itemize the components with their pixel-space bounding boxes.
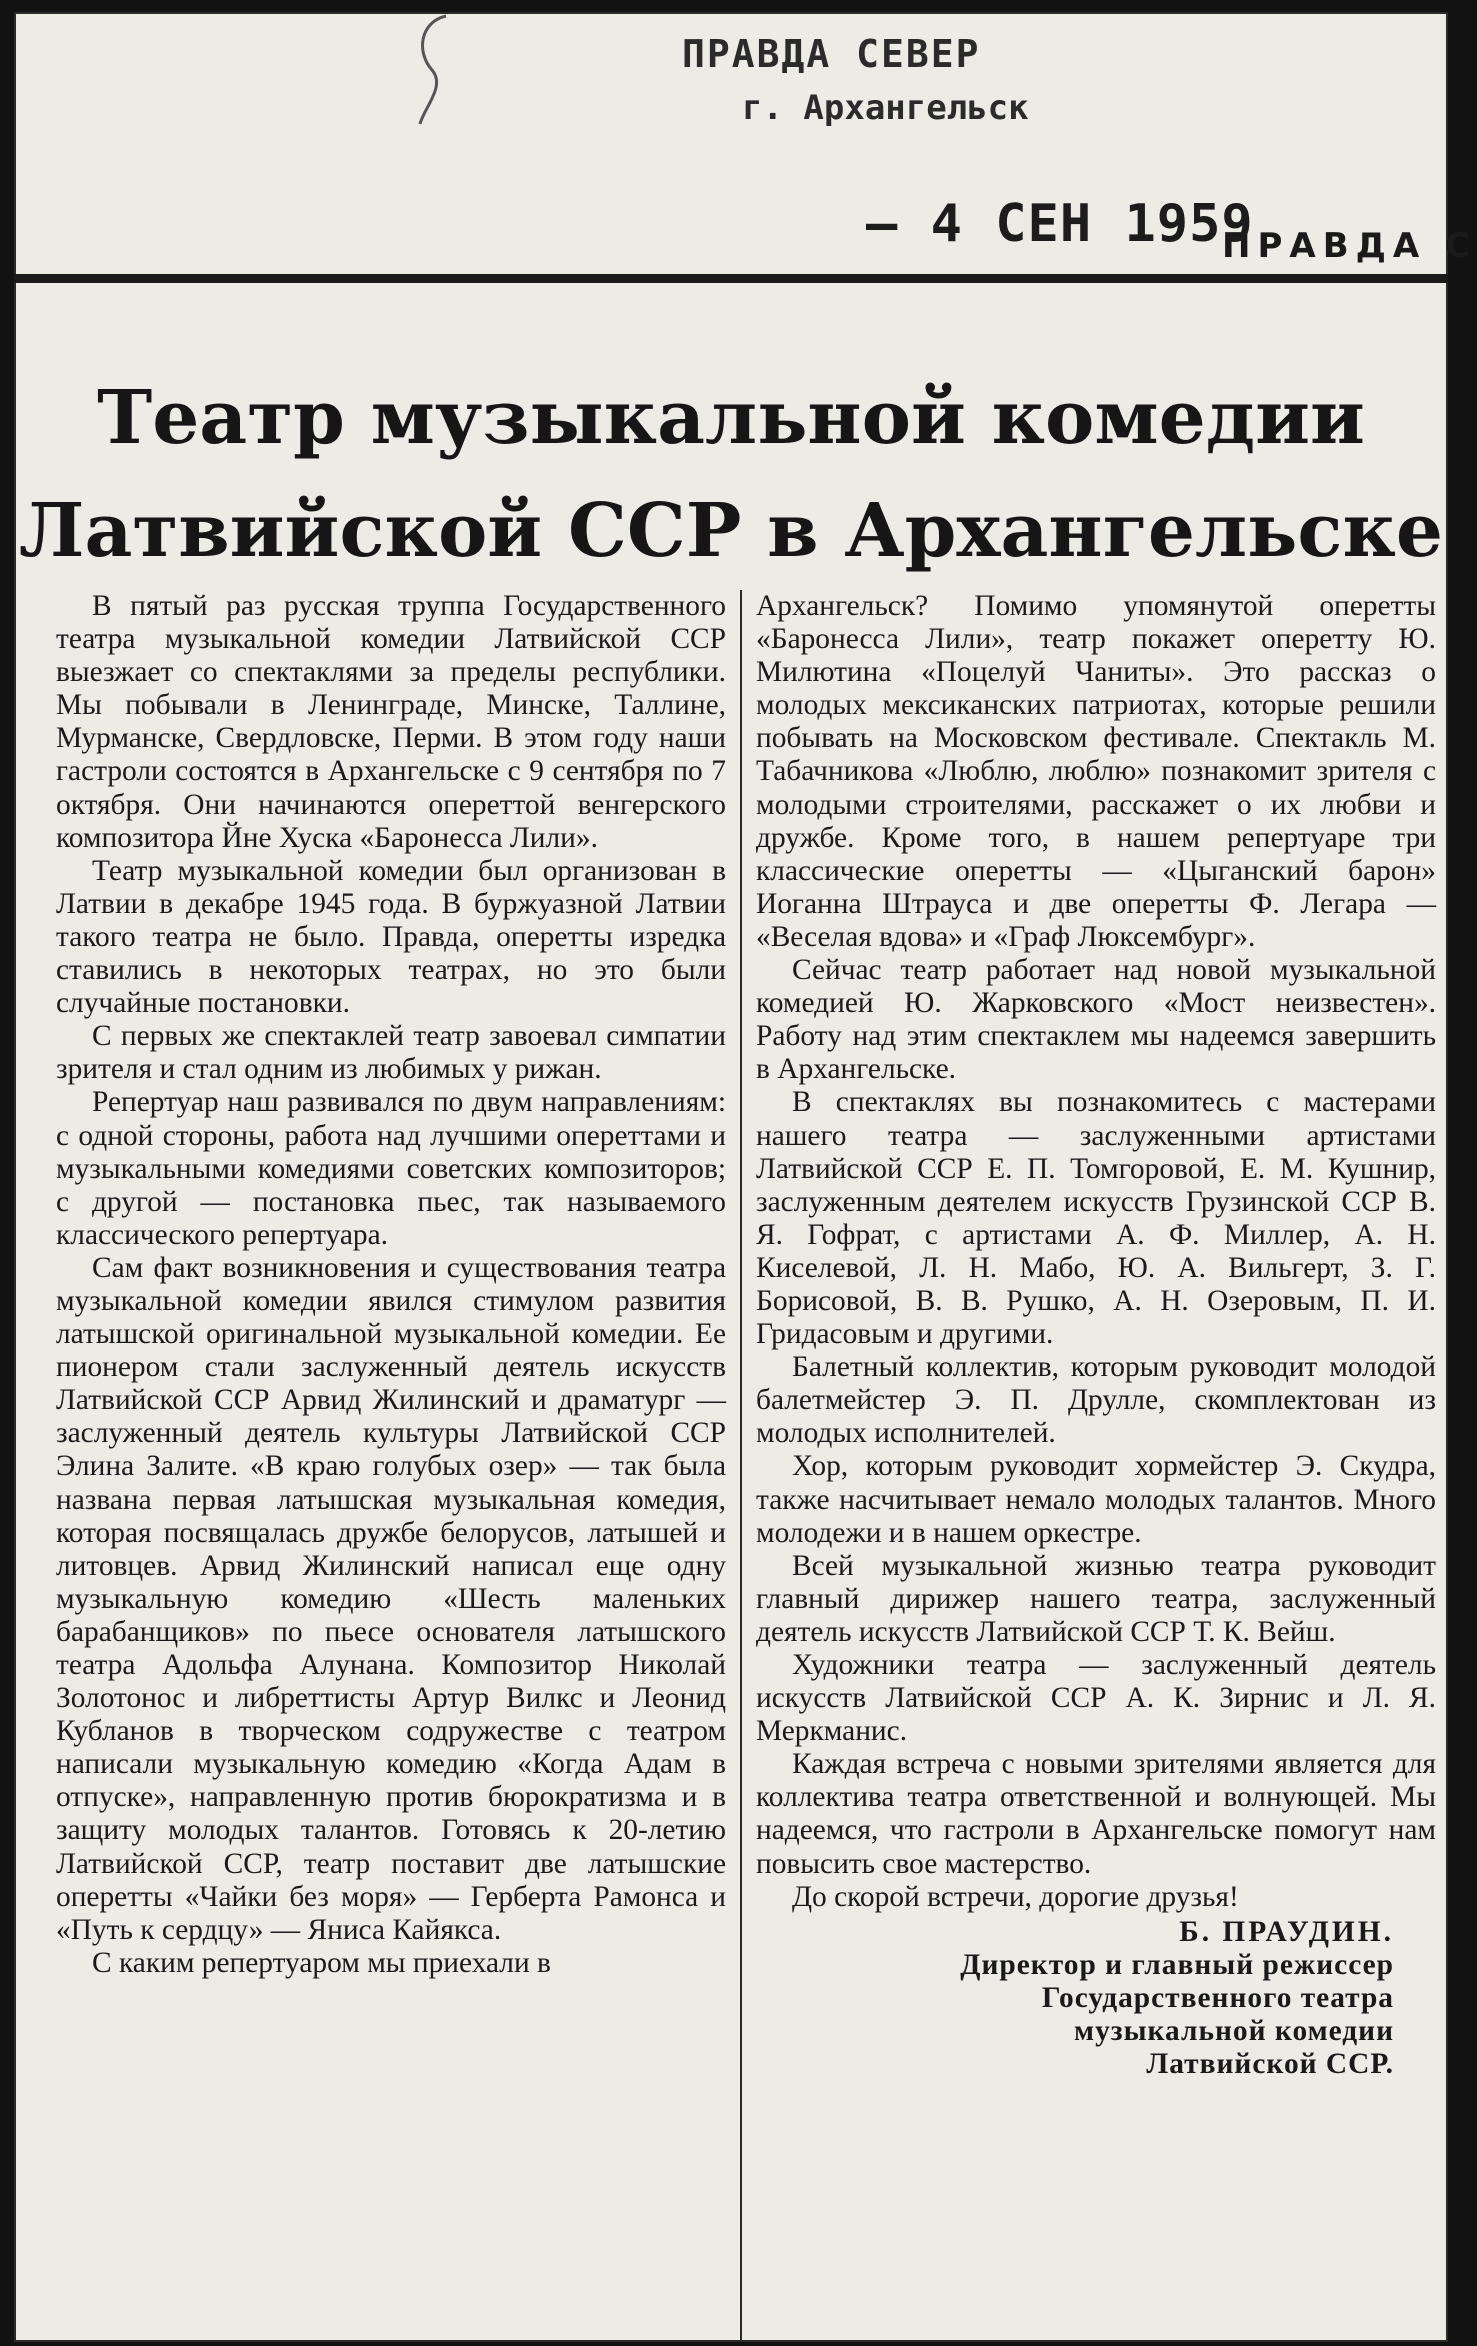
paragraph: Хор, которым руководит хормейстер Э. Скудра, также насчитывает немало молодых талантов. Много молодежи и в нашем оркестре.: [756, 1450, 1436, 1549]
headline-line-2: Латвийской ССР в Архангельске: [19, 488, 1443, 574]
paragraph: Сам факт возникновения и существования театра музыкальной комедии явился стимулом развития латышской оригинальной музыкальной комедии. Ее пионером стали заслуженный деятель искусств Латвийской ССР Арвид Жилинский и драматург — заслуженный деятель культуры Латвийской ССР Элина Залите. «В краю голубых озер» — так была названа первая латышская музыкальная комедия, которая посвящалась дружбе белорусов, латышей и литовцев. Арвид Жилинский написал еще одну музыкальную комедию «Шесть маленьких барабанщиков» по пьесе основателя латышского театра Адольфа Алунана. Композитор Николай Золотонос и либреттисты Артур Вилкс и Леонид Кубланов в творческом содружестве с театром написали музыкальную комедию «Когда Адам в отпуске», направленную против бюрократизма и в защиту молодых талантов. Готовясь к 20-летию Латвийской ССР, театр поставит две латышские оперетты «Чайки без моря» — Герберта Рамонса и «Путь к сердцу» — Яниса Кайякса.: [56, 1251, 726, 1946]
paragraph-continuation: Архангельск? Помимо упомянутой оперетты «Баронесса Лили», театр покажет оперетту Ю. Милютина «Поцелуй Чаниты». Это рассказ о молодых мексиканских патриотах, которые решили побывать на Московском фестивале. Спектакль М. Табачникова «Люблю, люблю» познакомит зрителя с молодыми строителями, расскажет о их любви и дружбе. Кроме того, в нашем репертуаре три классические оперетты — «Цыганский барон» Иоганна Штрауса и две оперетты Ф. Легара — «Веселая вдова» и «Граф Люксембург».: [756, 590, 1436, 953]
newspaper-clipping: [14, 12, 1477, 2342]
paragraph: Балетный коллектив, которым руководит молодой балетмейстер Э. П. Друлле, скомплектован из молодых исполнителей.: [756, 1351, 1436, 1450]
article-column-right: [756, 590, 1436, 2081]
stamp-newspaper-name: ПРАВДА СЕВЕР: [682, 32, 981, 76]
masthead-rule: [14, 274, 1448, 283]
paragraph: Каждая встреча с новыми зрителями является для коллектива театра ответственной и волнующей. Мы надеемся, что гастроли в Архангельске помогут нам повысить свое мастерство.: [756, 1748, 1436, 1880]
paragraph: Театр музыкальной комедии был организован в Латвии в декабре 1945 года. В буржуазной Латвии такого театра не было. Правда, оперетты изредка ставились в некоторых театрах, но это были случайные постановки.: [56, 854, 726, 1020]
stamp-city: г. Архангельск: [742, 88, 1029, 128]
article-signature: [756, 1916, 1436, 2081]
column-divider: [740, 590, 742, 2342]
article-column-left: [56, 590, 726, 1980]
author-title-line: музыкальной комедии: [1074, 2015, 1394, 2048]
newspaper-masthead: ПРАВДА С: [1222, 226, 1477, 266]
paragraph: Репертуар наш развивался по двум направлениям: с одной стороны, работа над лучшими опереттами и музыкальными комедиями советских композиторов; с другой — постановка пьес, так называемого классического репертуара.: [56, 1086, 726, 1251]
headline-line-1: Театр музыкальной комедии: [97, 375, 1365, 461]
paragraph: Всей музыкальной жизнью театра руководит главный дирижер нашего театра, заслуженный деятель искусств Латвийской ССР Т. К. Вейш.: [756, 1549, 1436, 1648]
paragraph: Художники театра — заслуженный деятель искусств Латвийской ССР А. К. Зирнис и Л. Я. Меркманис.: [756, 1649, 1436, 1748]
paragraph: До скорой встречи, дорогие друзья!: [792, 1880, 1239, 1913]
article-headline: [14, 362, 1448, 588]
paragraph: В спектаклях вы познакомитесь с мастерами нашего театра — заслуженными артистами Латвийской ССР Е. П. Томгоровой, Е. М. Кушнир, заслуженным деятелем искусств Грузинской ССР В. Я. Гофрат, с артистами А. Ф. Миллер, А. Н. Киселевой, Л. Н. Мабо, Ю. А. Вильгерт, З. Г. Борисовой, В. В. Рушко, А. Н. Озеровым, П. И. Гридасовым и другими.: [756, 1086, 1436, 1351]
author-title-line: Директор и главный режиссер: [960, 1948, 1394, 1981]
paragraph: С первых же спектаклей театр завоевал симпатии зрителя и стал одним из любимых у рижан.: [56, 1020, 726, 1086]
paragraph: В пятый раз русская труппа Государственного театра музыкальной комедии Латвийской ССР выезжает со спектаклями за пределы республики. Мы побывали в Ленинграде, Минске, Таллине, Мурманске, Свердловске, Перми. В этом году наши гастроли состоятся в Архангельске с 9 сентября по 7 октября. Они начинаются опереттой венгерского композитора Йне Хуска «Баронесса Лили».: [56, 590, 726, 854]
stamp-date: — 4 СЕН 1959: [866, 194, 1254, 254]
paragraph: С каким репертуаром мы приехали в: [92, 1946, 551, 1979]
author-name: Б. ПРАУДИН.: [1179, 1915, 1394, 1948]
paragraph: Сейчас театр работает над новой музыкальной комедией Ю. Жарковского «Мост неизвестен». Работу над этим спектаклем мы надеемся завершить в Архангельске.: [756, 954, 1436, 1086]
author-title-line: Государственного театра: [1041, 1981, 1394, 2014]
author-title-line: Латвийской ССР.: [1146, 2048, 1394, 2081]
